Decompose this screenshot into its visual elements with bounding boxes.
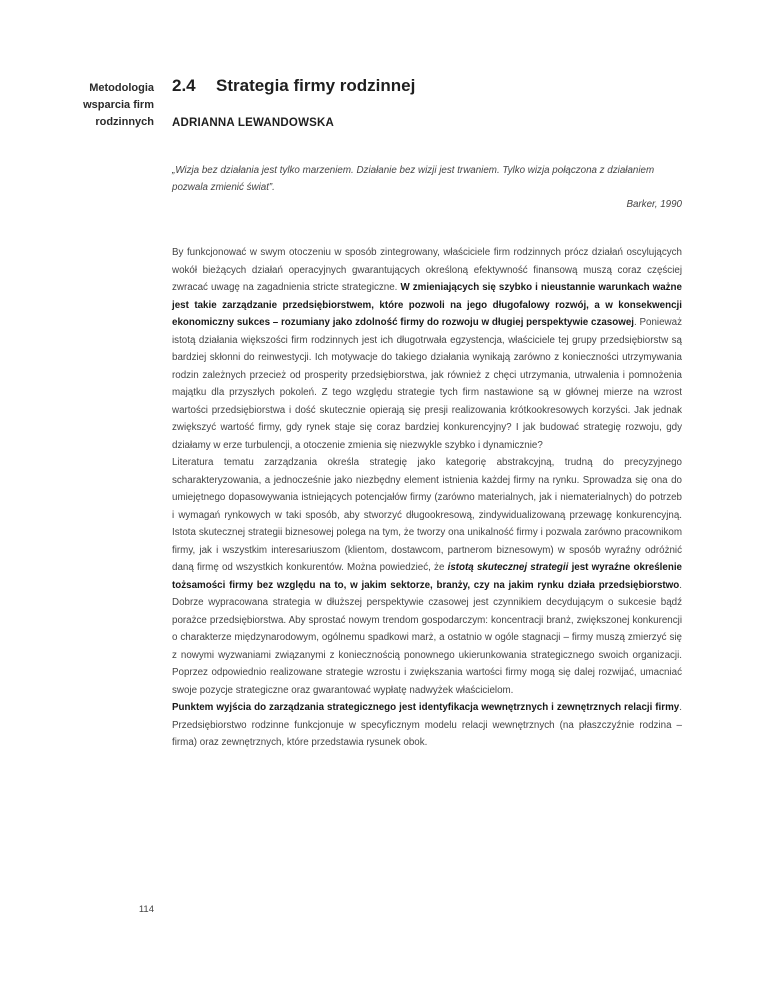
page-number: 114 [138, 904, 154, 915]
paragraph-emphasis: jest wyraźne określenie tożsamości firmy bez względu na to, w jakim sektorze, branży, czy na jakim rynku działa przedsiębiorstwo [172, 562, 682, 591]
sidebar-line: Metodologia [89, 82, 154, 94]
running-header-sidebar [40, 80, 154, 131]
paragraph-emphasis-italic: istotą skutecznej strategii [447, 562, 569, 573]
sidebar-line: rodzinnych [95, 116, 154, 128]
paragraph-text: . Przedsiębiorstwo rodzinne funkcjonuje w specyficznym modelu relacji wewnętrznych (na płaszczyźnie rodzina – firma) oraz zewnętrznych, które przedstawia rysunek obok. [172, 702, 682, 748]
author-name: ADRIANNA LEWANDOWSKA [172, 117, 335, 129]
section-number: 2.4 [172, 76, 196, 95]
sidebar-line: wsparcia firm [83, 99, 154, 111]
paragraph-text: By funkcjonować w swym otoczeniu w sposób zintegrowany, właściciele firm rodzinnych prócz działań oscylujących wokół bieżących działań operacyjnych gwarantujących określoną efektywność finansową muszą coraz częściej zwracać uwagę na zagadnienia stricte strategiczne. [172, 247, 682, 293]
paragraph-emphasis: W zmieniających się szybko i nieustannie warunkach ważne jest takie zarządzanie przedsiębiorstwem, które pozwoli na jego długofalowy rozwój, a w konsekwencji ekonomiczny sukces – rozumiany jako zdolność firmy do rozwoju w długiej perspektywie czasowej [172, 282, 682, 328]
paragraph-text: Literatura tematu zarządzania określa strategię jako kategorię abstrakcyjną, trudną do precyzyjnego scharakteryzowania, a jednocześnie jako niezbędny element istnienia każdej firmy na rynku. Sprowadza się ona do umiejętnego dopasowywania istniejących potencjałów firmy (zarówno materialnych, jak i niematerialnych) do potrzeb i wymagań rynkowych w taki sposób, aby stworzyć długookresową, zindywidualizowaną przewagę konkurencyjną. Istota skutecznej strategii biznesowej polega na tym, że tworzy ona unikalność firmy i pozwala zarówno pracownikom firmy, jak i wszystkim interesariuszom (klientom, dostawcom, partnerom biznesowym) w sposób wyraźny odróżnić daną firmę od wszystkich konkurentów. Można powiedzieć, że [172, 457, 682, 573]
paragraph [172, 244, 682, 454]
paragraph [172, 454, 682, 699]
epigraph-attribution: Barker, 1990 [626, 199, 682, 210]
body-text [172, 244, 682, 752]
paragraph-text: . Ponieważ istotą działania większości firm rodzinnych jest ich długotrwała egzystencja, właściciele tej grupy przedsiębiorstw są bardziej skłonni do reinwestycji. Ich motywacje do takiego działania wynikają zarówno z konieczności utrzymywania rodzin zależnych przecież od prosperity przedsiębiorstwa, jak również z chęci utrzymania, utrwalenia i pomnożenia majątku dla przyszłych pokoleń. Z tego względu strategie tych firm nastawione są w głównej mierze na wzrost wartości przedsiębiorstwa i dość skutecznie opierają się presji realizowania krótkookresowych korzyści. Jak jednak zwiększyć wartość firmy, gdy rynek staje się coraz bardziej konkurencyjny? I jak budować strategię rozwoju, gdy działamy w erze turbulencji, a otoczenie zmienia się niezwykle szybko i dynamicznie? [172, 317, 682, 451]
paragraph-emphasis: Punktem wyjścia do zarządzania strategicznego jest identyfikacja wewnętrznych i zewnętrznych relacji firmy [172, 702, 680, 713]
section-title: Strategia firmy rodzinnej [216, 76, 416, 95]
section-heading [172, 76, 672, 96]
epigraph-text: „Wizja bez działania jest tylko marzeniem. Działanie bez wizji jest trwaniem. Tylko wizja połączona z działaniem pozwala zmienić świat”. [172, 165, 655, 193]
paragraph [172, 699, 682, 752]
paragraph-text: . Dobrze wypracowana strategia w dłuższej perspektywie czasowej jest czynnikiem decydującym o sukcesie bądź porażce przedsiębiorstwa. Aby sprostać nowym trendom gospodarczym: koncentracji branż, zwiększonej konkurencji o charakterze międzynarodowym, ogólnemu spadkowi marż, a ostatnio w ogóle stagnacji – firmy muszą zmierzyć się z nowymi wyzwaniami związanymi z koniecznością ponownego ukierunkowania strategicznego swoich organizacji. Poprzez odpowiednio realizowane strategie wzrostu i zwiększania wartości firmy mogą się dalej rozwijać, umacniać swoje pozycje strategiczne oraz gwarantować wypłatę nadwyżek właścicielom. [172, 579, 682, 696]
epigraph [172, 162, 682, 213]
